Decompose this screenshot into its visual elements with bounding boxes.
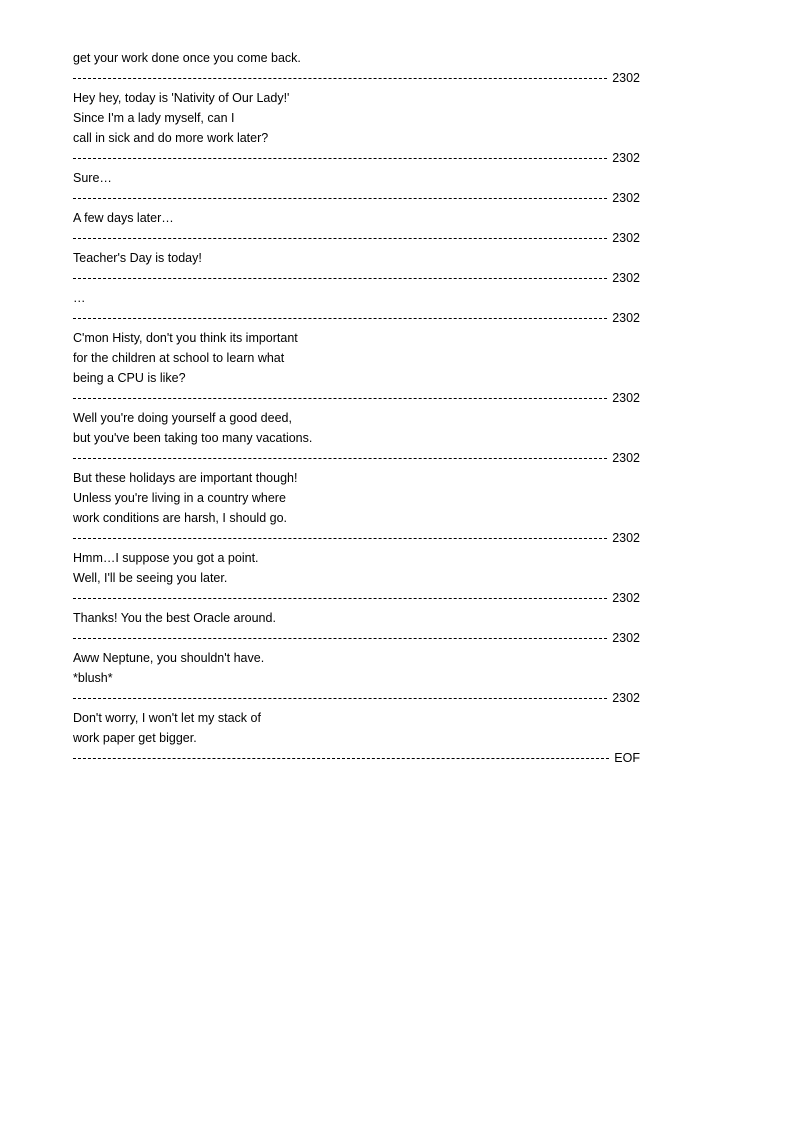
dash-rule [73,528,611,548]
dialogue-line: … [73,291,86,305]
dialogue-line: *blush* [73,671,113,685]
dash-rule [73,308,611,328]
dialogue-line: Teacher's Day is today! [73,251,202,265]
separator-label: EOF [614,751,640,765]
dialogue-line: being a CPU is like? [73,371,186,385]
separator-line [73,588,640,608]
dialogue-line: work conditions are harsh, I should go. [73,511,288,525]
dash-rule [73,228,611,248]
dash-rule [73,388,611,408]
dialogue-line: Thanks! You the best Oracle around. [73,611,276,625]
separator-label: 2302 [612,451,640,465]
separator-label: 2302 [612,391,640,405]
dash-rule [73,628,611,648]
dialogue-line: Hey hey, today is 'Nativity of Our Lady!' [73,91,290,105]
dash-rule [73,148,611,168]
separator-label: 2302 [612,591,640,605]
dialogue-line: Hmm…I suppose you got a point. [73,551,259,565]
separator-label: 2302 [612,191,640,205]
separator-label: 2302 [612,691,640,705]
dialogue-line: Well you're doing yourself a good deed, [73,411,292,425]
dialogue-line: Don't worry, I won't let my stack of [73,711,261,725]
separator-line [73,448,640,468]
dialogue-line: But these holidays are important though! [73,471,298,485]
separator-line [73,188,640,208]
dash-rule [73,588,611,608]
dialogue-line: Since I'm a lady myself, can I [73,111,235,125]
dialogue-line: Unless you're living in a country where [73,491,286,505]
separator-label: 2302 [612,231,640,245]
dash-rule [73,448,611,468]
separator-line [73,68,640,88]
separator-line [73,308,640,328]
separator-label: 2302 [612,71,640,85]
separator-line [73,388,640,408]
dialogue-line: Well, I'll be seeing you later. [73,571,228,585]
dash-rule [73,748,613,768]
dialogue-line: but you've been taking too many vacations. [73,431,313,445]
separator-line [73,748,640,768]
dialogue-line: C'mon Histy, don't you think its important [73,331,298,345]
separator-label: 2302 [612,271,640,285]
separator-label: 2302 [612,631,640,645]
dialogue-line: for the children at school to learn what [73,351,285,365]
document-page [73,48,640,1108]
dash-rule [73,188,611,208]
separator-line [73,228,640,248]
separator-label: 2302 [612,311,640,325]
dash-rule [73,688,611,708]
dialogue-line: A few days later… [73,211,174,225]
separator-line [73,148,640,168]
separator-line [73,628,640,648]
separator-line [73,688,640,708]
dash-rule [73,268,611,288]
dialogue-line: Aww Neptune, you shouldn't have. [73,651,265,665]
dialogue-line: Sure… [73,171,112,185]
separator-label: 2302 [612,531,640,545]
dialogue-line: work paper get bigger. [73,731,197,745]
separator-line [73,268,640,288]
dialogue-line: get your work done once you come back. [73,51,301,65]
dialogue-line: call in sick and do more work later? [73,131,269,145]
dash-rule [73,68,611,88]
separator-line [73,528,640,548]
separator-label: 2302 [612,151,640,165]
